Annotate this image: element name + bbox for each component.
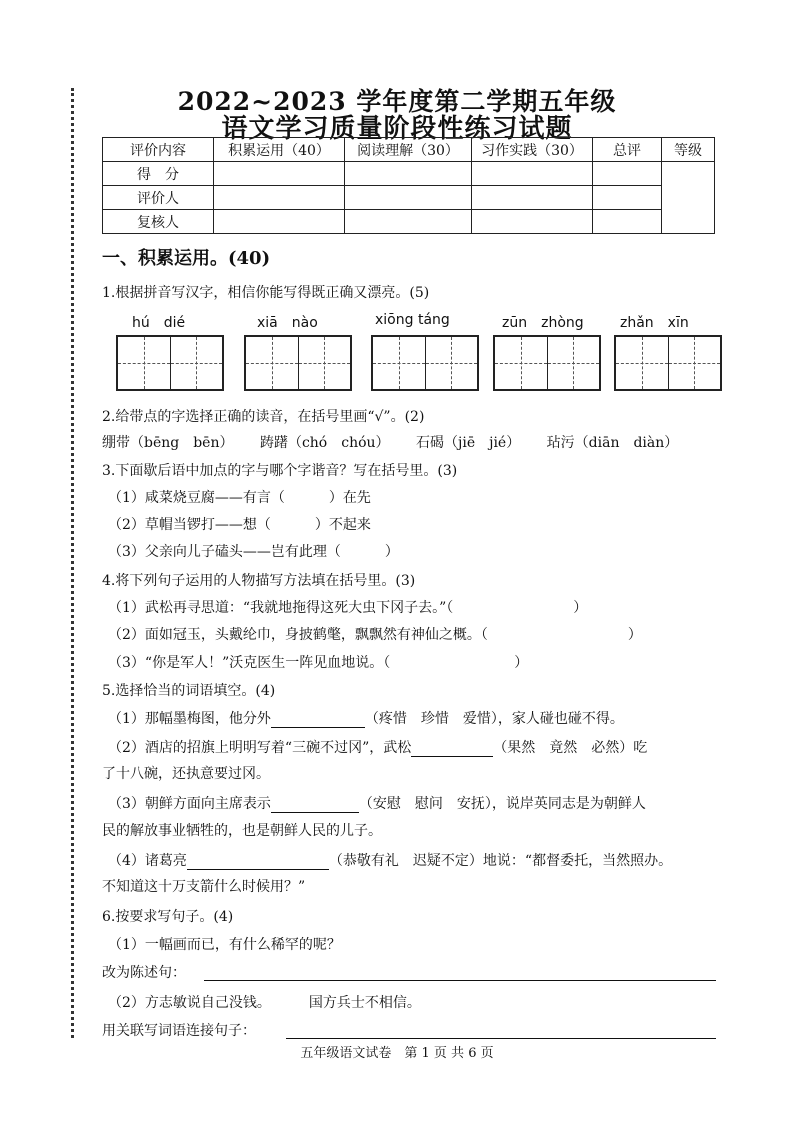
- binding-margin-dots: [71, 88, 74, 1038]
- score-table: [102, 137, 715, 234]
- pinyin-label: zūn zhòng: [502, 315, 584, 331]
- score-cell[interactable]: [593, 186, 662, 210]
- option[interactable]: 踌躇（chó chóu）: [259, 435, 390, 451]
- page-footer: 五年级语文试卷 第 1 页 共 6 页: [300, 1046, 494, 1061]
- exam-title-line2: 语文学习质量阶段性练习试题: [221, 114, 573, 144]
- answer-label: 用关联写词语连接句子：: [102, 1023, 256, 1039]
- writing-grid[interactable]: [371, 335, 479, 391]
- writing-grid[interactable]: [244, 335, 352, 391]
- q6-item-1: （1）一幅画而已，有什么稀罕的呢？: [108, 937, 341, 953]
- question-2: 2.给带点的字选择正确的读音，在括号里画“√”。(2): [102, 409, 425, 425]
- score-cell[interactable]: [593, 210, 662, 234]
- pinyin-label: zhǎn xīn: [620, 315, 689, 331]
- header-cell: 评价内容: [103, 138, 214, 162]
- q3-item: （1）咸菜烧豆腐——有言（ ）在先: [108, 490, 371, 506]
- option[interactable]: 石碣（jiē jié）: [416, 435, 521, 451]
- question-3: 3.下面歇后语中加点的字与哪个字谐音？写在括号里。(3): [102, 463, 458, 479]
- score-cell[interactable]: [472, 186, 593, 210]
- score-cell[interactable]: [345, 162, 472, 186]
- section-heading: 一、积累运用。(40): [102, 248, 271, 269]
- answer-line[interactable]: [204, 962, 716, 981]
- q5-item-3-cont: 民的解放事业牺牲的，也是朝鲜人民的儿子。: [102, 823, 382, 839]
- q5-item-4-cont: 不知道这十万支箭什么时候用？”: [102, 879, 306, 895]
- pinyin-label: hú dié: [132, 315, 186, 331]
- q3-item: （3）父亲向儿子磕头——岂有此理（ ）: [108, 544, 399, 560]
- row-label: 复核人: [103, 210, 214, 234]
- q4-item: （1）武松再寻思道：“我就地拖得这死大虫下冈子去。”（ ）: [108, 600, 588, 616]
- answer-blank[interactable]: [271, 812, 359, 813]
- row-label: 得 分: [103, 162, 214, 186]
- writing-grid[interactable]: [614, 335, 722, 391]
- question-5: 5.选择恰当的词语填空。(4): [102, 683, 276, 699]
- score-cell[interactable]: [214, 162, 345, 186]
- row-label: 评价人: [103, 186, 214, 210]
- q6-item-2: （2）方志敏说自己没钱。 国方兵士不相信。: [108, 995, 421, 1011]
- question-6: 6.按要求写句子。(4): [102, 909, 234, 925]
- header-cell: 习作实践（30）: [472, 138, 593, 162]
- q2-options: [102, 432, 678, 452]
- q4-item: （3）“你是军人！”沃克医生一阵见血地说。（ ）: [108, 655, 529, 671]
- writing-grid[interactable]: [493, 335, 601, 391]
- score-cell[interactable]: [593, 162, 662, 186]
- option[interactable]: 玷污（diān diàn）: [546, 435, 679, 451]
- q5-item-1: （1）那幅墨梅图，他分外 （疼惜 珍惜 爱惜），家人碰也碰不得。: [108, 711, 624, 727]
- header-cell: 总评: [593, 138, 662, 162]
- q5-item-2: （2）酒店的招旗上明明写着“三碗不过冈”，武松 （果然 竟然 必然）吃: [108, 740, 648, 756]
- header-cell: 积累运用（40）: [214, 138, 345, 162]
- answer-blank[interactable]: [187, 869, 329, 870]
- q4-item: （2）面如冠玉，头戴纶巾，身披鹤氅，飘飘然有神仙之概。（ ）: [108, 627, 642, 643]
- question-4: 4.将下列句子运用的人物描写方法填在括号里。(3): [102, 573, 416, 589]
- grade-cell[interactable]: [662, 162, 715, 234]
- q3-item: （2）草帽当锣打——想（ ）不起来: [108, 517, 371, 533]
- q5-item-2-cont: 了十八碗，还执意要过冈。: [102, 766, 270, 782]
- pinyin-label: xiōng táng: [375, 312, 450, 328]
- score-cell[interactable]: [472, 162, 593, 186]
- option[interactable]: 绷带（bēng bēn）: [102, 435, 234, 451]
- pinyin-label: xiā nào: [257, 315, 318, 331]
- answer-blank[interactable]: [271, 727, 365, 728]
- q5-item-4: （4）诸葛亮 （恭敬有礼 迟疑不定）地说：“都督委托，当然照办。: [108, 853, 673, 869]
- writing-grid[interactable]: [116, 335, 224, 391]
- score-cell[interactable]: [214, 186, 345, 210]
- score-cell[interactable]: [345, 210, 472, 234]
- score-cell[interactable]: [214, 210, 345, 234]
- score-cell[interactable]: [472, 210, 593, 234]
- answer-label: 改为陈述句：: [102, 965, 186, 981]
- question-1: 1.根据拼音写汉字，相信你能写得既正确又漂亮。(5): [102, 285, 430, 301]
- q5-item-3: （3）朝鲜方面向主席表示 （安慰 慰问 安抚），说岸英同志是为朝鲜人: [108, 796, 646, 812]
- answer-line[interactable]: [286, 1020, 716, 1039]
- header-cell: 等级: [662, 138, 715, 162]
- score-cell[interactable]: [345, 186, 472, 210]
- header-cell: 阅读理解（30）: [345, 138, 472, 162]
- answer-blank[interactable]: [411, 756, 493, 757]
- exam-title-line1: 2022~2023 学年度第二学期五年级: [177, 87, 617, 116]
